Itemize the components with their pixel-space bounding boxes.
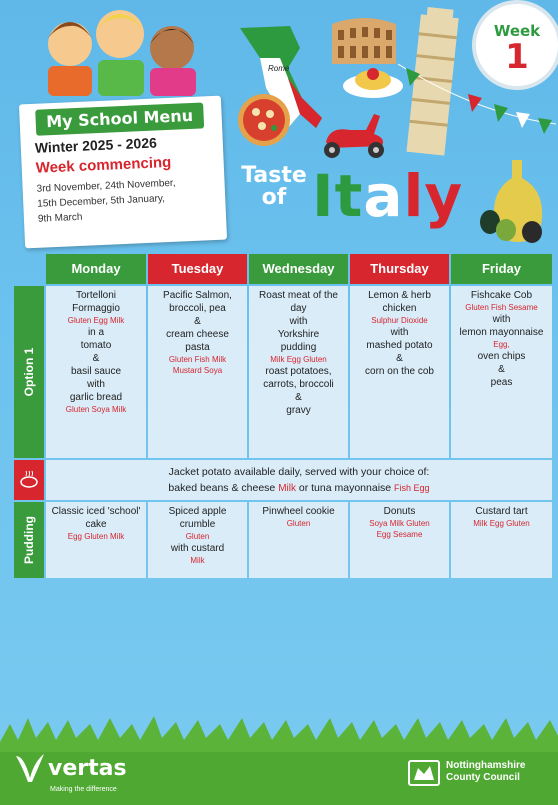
taste-of-heading: Taste of: [241, 163, 307, 210]
day-header-thursday: Thursday: [350, 254, 449, 284]
pudding-monday: Classic iced 'school' cake Egg Gluten Milk: [46, 502, 146, 578]
italy-heading: Italy: [312, 162, 464, 230]
oil-olives-illustration: [476, 156, 556, 246]
vertas-leaf-icon: [14, 752, 46, 784]
week-dates: 3rd November, 24th November, 15th December, 5th January, 9th March: [36, 177, 176, 225]
option1-thursday: Lemon & herb chicken Sulphur Dioxide with mashed potato & corn on the cob: [350, 286, 449, 458]
season-label: Winter 2025 - 2026: [34, 134, 158, 156]
pizza-illustration: [236, 92, 292, 148]
option1-tuesday: Pacific Salmon, broccoli, pea & cream cheese pasta Gluten Fish Milk Mustard Soya: [148, 286, 247, 458]
pudding-wednesday: Pinwheel cookie Gluten: [249, 502, 348, 578]
pudding-side-label: Pudding: [14, 502, 44, 578]
map-label-rome: Rome: [268, 64, 290, 73]
vertas-logo: vertas Making the difference: [14, 752, 154, 798]
week-label: Week: [493, 22, 541, 40]
week-commencing-label: Week commencing: [35, 153, 172, 177]
week-number: 1: [505, 37, 529, 77]
day-header-monday: Monday: [46, 254, 146, 284]
council-crest-icon: [408, 760, 440, 786]
scooter-illustration: [316, 108, 390, 160]
pudding-tuesday: Spiced apple crumble Gluten with custard Milk: [148, 502, 247, 578]
day-header-friday: Friday: [451, 254, 552, 284]
day-header-tuesday: Tuesday: [148, 254, 247, 284]
children-illustration: [40, 4, 210, 96]
option1-side-label: Option 1: [14, 286, 44, 458]
menu-title: My School Menu: [35, 102, 204, 135]
pudding-thursday: Donuts Soya Milk Gluten Egg Sesame: [350, 502, 449, 578]
option1-wednesday: Roast meat of the day with Yorkshire pudding Milk Egg Gluten roast potatoes, carrots, broccoli & gravy: [249, 286, 348, 458]
colosseum-illustration: [330, 10, 398, 66]
spaghetti-plate-illustration: [342, 60, 404, 100]
jacket-potato-icon: [19, 470, 39, 490]
menu-title-card: [19, 96, 227, 249]
jacket-potato-info: Jacket potato available daily, served with your choice of: baked beans & cheese Milk or tuna mayonnaise Fish Egg: [46, 460, 552, 500]
week-badge: [472, 0, 558, 90]
jacket-potato-icon-cell: [14, 460, 44, 500]
pudding-friday: Custard tart Milk Egg Gluten: [451, 502, 552, 578]
nottinghamshire-council-logo: Nottinghamshire County Council: [408, 760, 556, 790]
option1-monday: Tortelloni Formaggio Gluten Egg Milk in a tomato & basil sauce with garlic bread Gluten Soya Milk: [46, 286, 146, 458]
day-header-wednesday: Wednesday: [249, 254, 348, 284]
option1-friday: Fishcake Cob Gluten Fish Sesame with lemon mayonnaise Egg, oven chips & peas: [451, 286, 552, 458]
